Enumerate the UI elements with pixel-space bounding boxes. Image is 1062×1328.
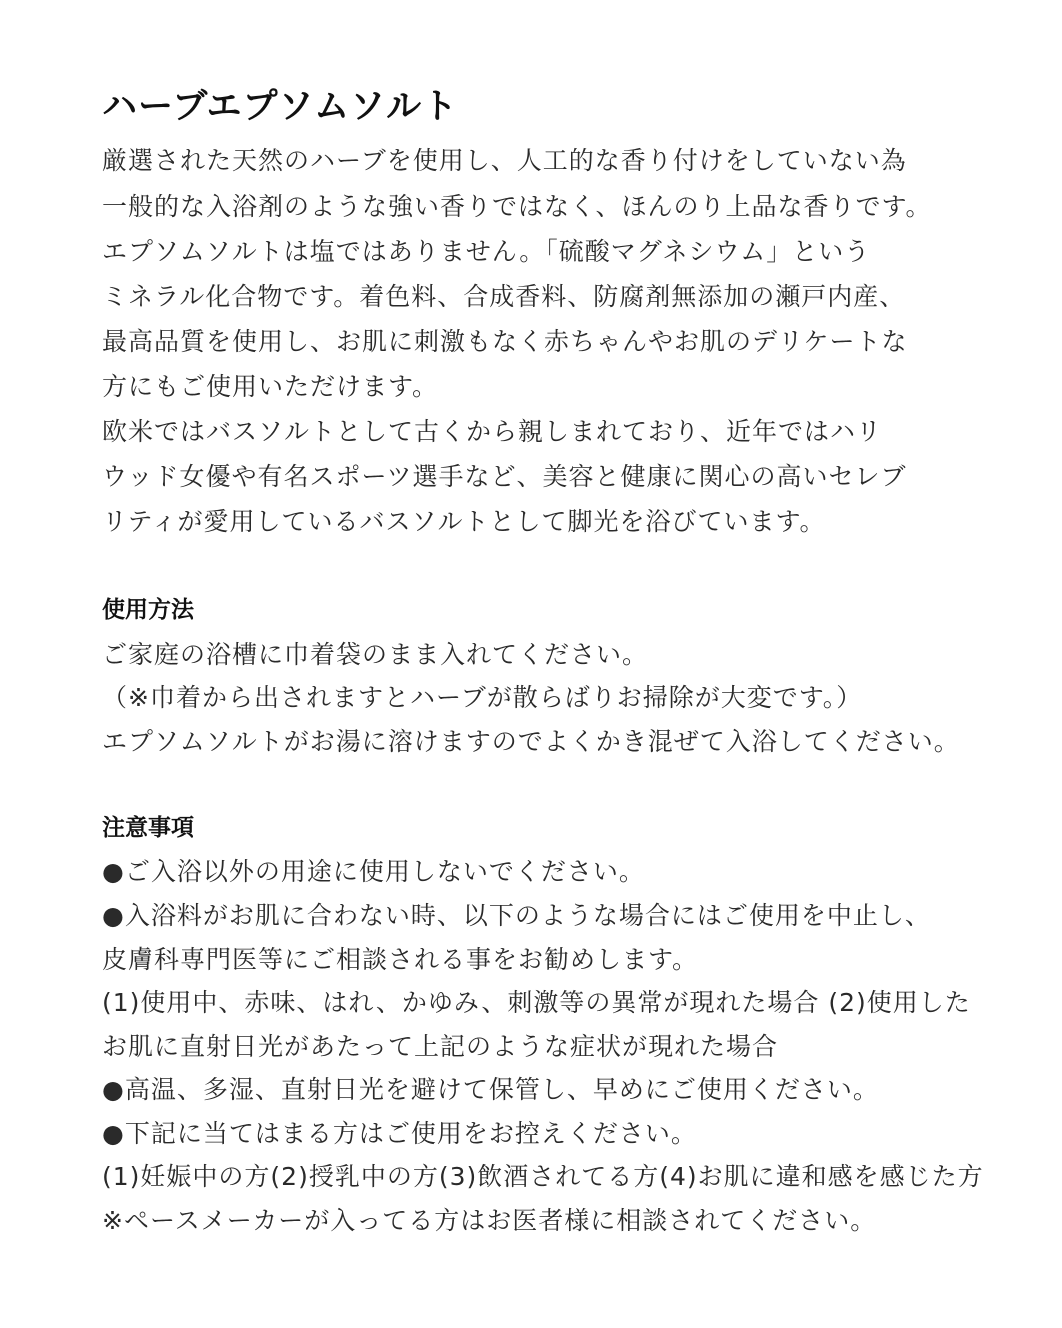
intro-line: 欧米ではバスソルトとして古くから親しまれており、近年ではハリ: [102, 417, 883, 446]
caution-line: お肌に直射日光があたって上記のような症状が現れた場合: [102, 1032, 779, 1061]
intro-line: エプソムソルトは塩ではありません。「硫酸マグネシウム」という: [102, 237, 871, 266]
intro-line: 一般的な入浴剤のような強い香りではなく、ほんのり上品な香りです。: [102, 192, 932, 221]
caution-line: ●入浴料がお肌に合わない時、以下のような場合にはご使用を中止し、: [102, 901, 931, 930]
caution-line: ●ご入浴以外の用途に使用しないでください。: [102, 857, 645, 886]
caution-line: 皮膚科専門医等にご相談される事をお勧めします。: [102, 945, 699, 974]
usage-line: ご家庭の浴槽に巾着袋のまま入れてください。: [102, 640, 649, 669]
caution-line: ※ペースメーカーが入ってる方はお医者様に相談されてください。: [102, 1206, 877, 1235]
intro-line: 厳選された天然のハーブを使用し、人工的な香り付けをしていない為: [102, 146, 907, 175]
caution-line: ●下記に当てはまる方はご使用をお控えください。: [102, 1119, 697, 1148]
usage-line: （※巾着から出されますとハーブが散らばりお掃除が大変です。）: [102, 683, 863, 712]
intro-line: ウッド女優や有名スポーツ選手など、美容と健康に関心の高いセレブ: [102, 462, 907, 491]
intro-line: 方にもご使用いただけます。: [102, 372, 439, 401]
usage-heading: 使用方法: [102, 597, 194, 623]
caution-line: (1)使用中、赤味、はれ、かゆみ、刺激等の異常が現れた場合 (2)使用した: [102, 988, 971, 1017]
intro-line: 最高品質を使用し、お肌に刺激もなく赤ちゃんやお肌のデリケートな: [102, 327, 908, 356]
caution-line: ●高温、多湿、直射日光を避けて保管し、早めにご使用ください。: [102, 1075, 879, 1104]
cautions-heading: 注意事項: [102, 815, 194, 841]
page-title: ハーブエプソムソルト: [102, 87, 459, 127]
intro-line: リティが愛用しているバスソルトとして脚光を浴びています。: [102, 507, 826, 536]
caution-line: (1)妊娠中の方(2)授乳中の方(3)飲酒されてる方(4)お肌に違和感を感じた方: [102, 1162, 984, 1191]
usage-line: エプソムソルトがお湯に溶けますのでよくかき混ぜて入浴してください。: [102, 727, 960, 756]
intro-line: ミネラル化合物です。着色料、合成香料、防腐剤無添加の瀬戸内産、: [102, 282, 906, 311]
